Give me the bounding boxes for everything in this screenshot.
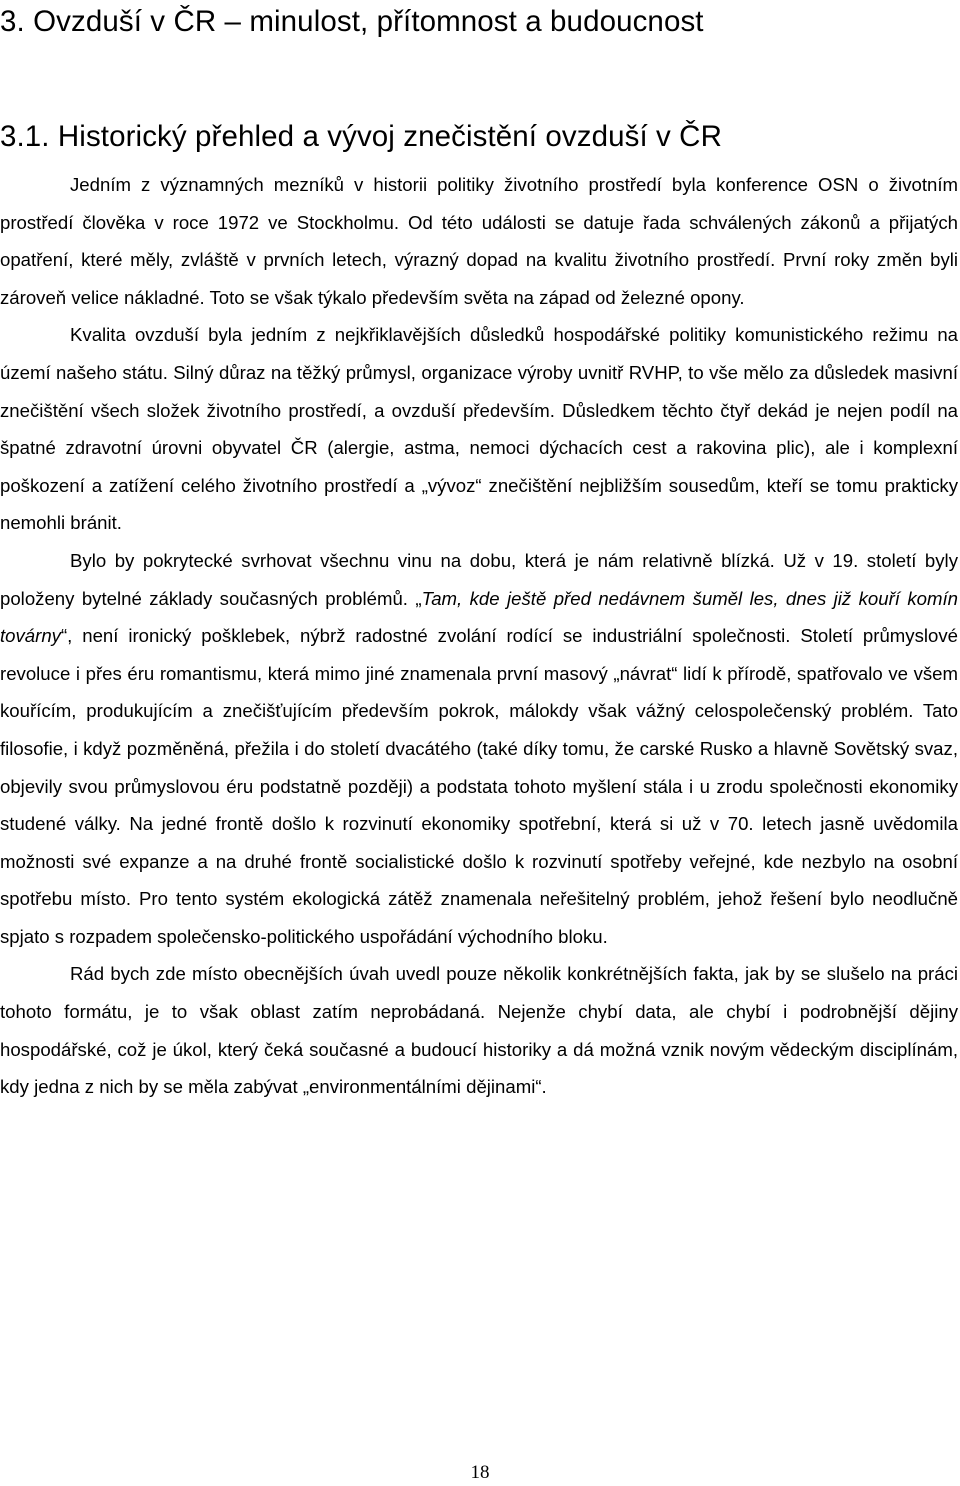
- paragraph-3: [0, 542, 958, 956]
- paragraph-3-rest: “, není ironický pošklebek, nýbrž radostné zvolání rodící se industriální společnosti. Století průmyslové revoluce i přes éru romantismu, která mimo jiné znamenala první masový „návrat“ lidí k přírodě, spatřovalo ve všem kouřícím, produkujícím a znečišťujícím především pokrok, málokdy však vážný celospolečenský problém. Tato filosofie, i když pozměněná, přežila i do století dvacátého (také díky tomu, že carské Rusko a hlavně Sovětský svaz, objevily svou průmyslovou éru podstatně později) a podstata tohoto myšlení stála i u zrodu společnosti ekonomiky studené války. Na jedné frontě došlo k rozvinutí ekonomiky spotřební, která si už v 70. letech jasně uvědomila možnosti své expanze a na druhé frontě socialistické došlo k rozvinutí spotřeby veřejné, kde nezbylo na osobní spotřebu místo. Pro tento systém ekologická zátěž znamenala neřešitelný problém, jehož řešení bylo neodlučně spjato s rozpadem společensko-politického uspořádání východního bloku.: [0, 625, 958, 947]
- body-text: [0, 166, 958, 1106]
- paragraph-1: Jedním z významných mezníků v historii politiky životního prostředí byla konference OSN o životním prostředí člověka v roce 1972 ve Stockholmu. Od této události se datuje řada schválených zákonů a přijatých opatření, které měly, zvláště v prvních letech, výrazný dopad na kvalitu životního prostředí. První roky změn byli zároveň velice nákladné. Toto se však týkalo především světa na západ od železné opony.: [0, 174, 958, 308]
- paragraph-3-lead: Bylo by pokrytecké svrhovat všechnu vinu na dobu, která je nám relativně blízká. Už v 19. století byly položeny bytelné základy současných problémů. „: [0, 549, 958, 609]
- chapter-heading: 3. Ovzduší v ČR – minulost, přítomnost a budoucnost: [0, 5, 704, 38]
- italic-quote: Tam, kde ještě před nedávnem šuměl les, dnes již kouří komín továrny: [0, 587, 958, 647]
- paragraph-2: Kvalita ovzduší byla jedním z nejkřiklavějších důsledků hospodářské politiky komunistického režimu na území našeho státu. Silný důraz na těžký průmysl, organizace výroby uvnitř RVHP, to vše mělo za důsledek masivní znečištění všech složek životního prostředí, a ovzduší především. Důsledkem těchto čtyř dekád je nejen podíl na špatné zdravotní úrovni obyvatel ČR (alergie, astma, nemoci dýchacích cest a rakovina plic), ale i komplexní poškození a zatížení celého životního prostředí a „vývoz“ znečištění nejbližším sousedům, kteří se tomu prakticky nemohli bránit.: [0, 324, 958, 534]
- paragraph-4: Rád bych zde místo obecnějších úvah uvedl pouze několik konkrétnějších fakta, jak by se slušelo na práci tohoto formátu, je to však oblast zatím neprobádaná. Nejenže chybí data, ale chybí i podrobnější dějiny hospodářské, což je úkol, který čeká současné a budoucí historiky a dá možná vznik novým vědeckým disciplínám, kdy jedna z nich by se měla zabývat „environmentálními dějinami“.: [0, 963, 958, 1098]
- section-heading: 3.1. Historický přehled a vývoj znečistění ovzduší v ČR: [0, 120, 722, 153]
- page-number: 18: [470, 1462, 490, 1483]
